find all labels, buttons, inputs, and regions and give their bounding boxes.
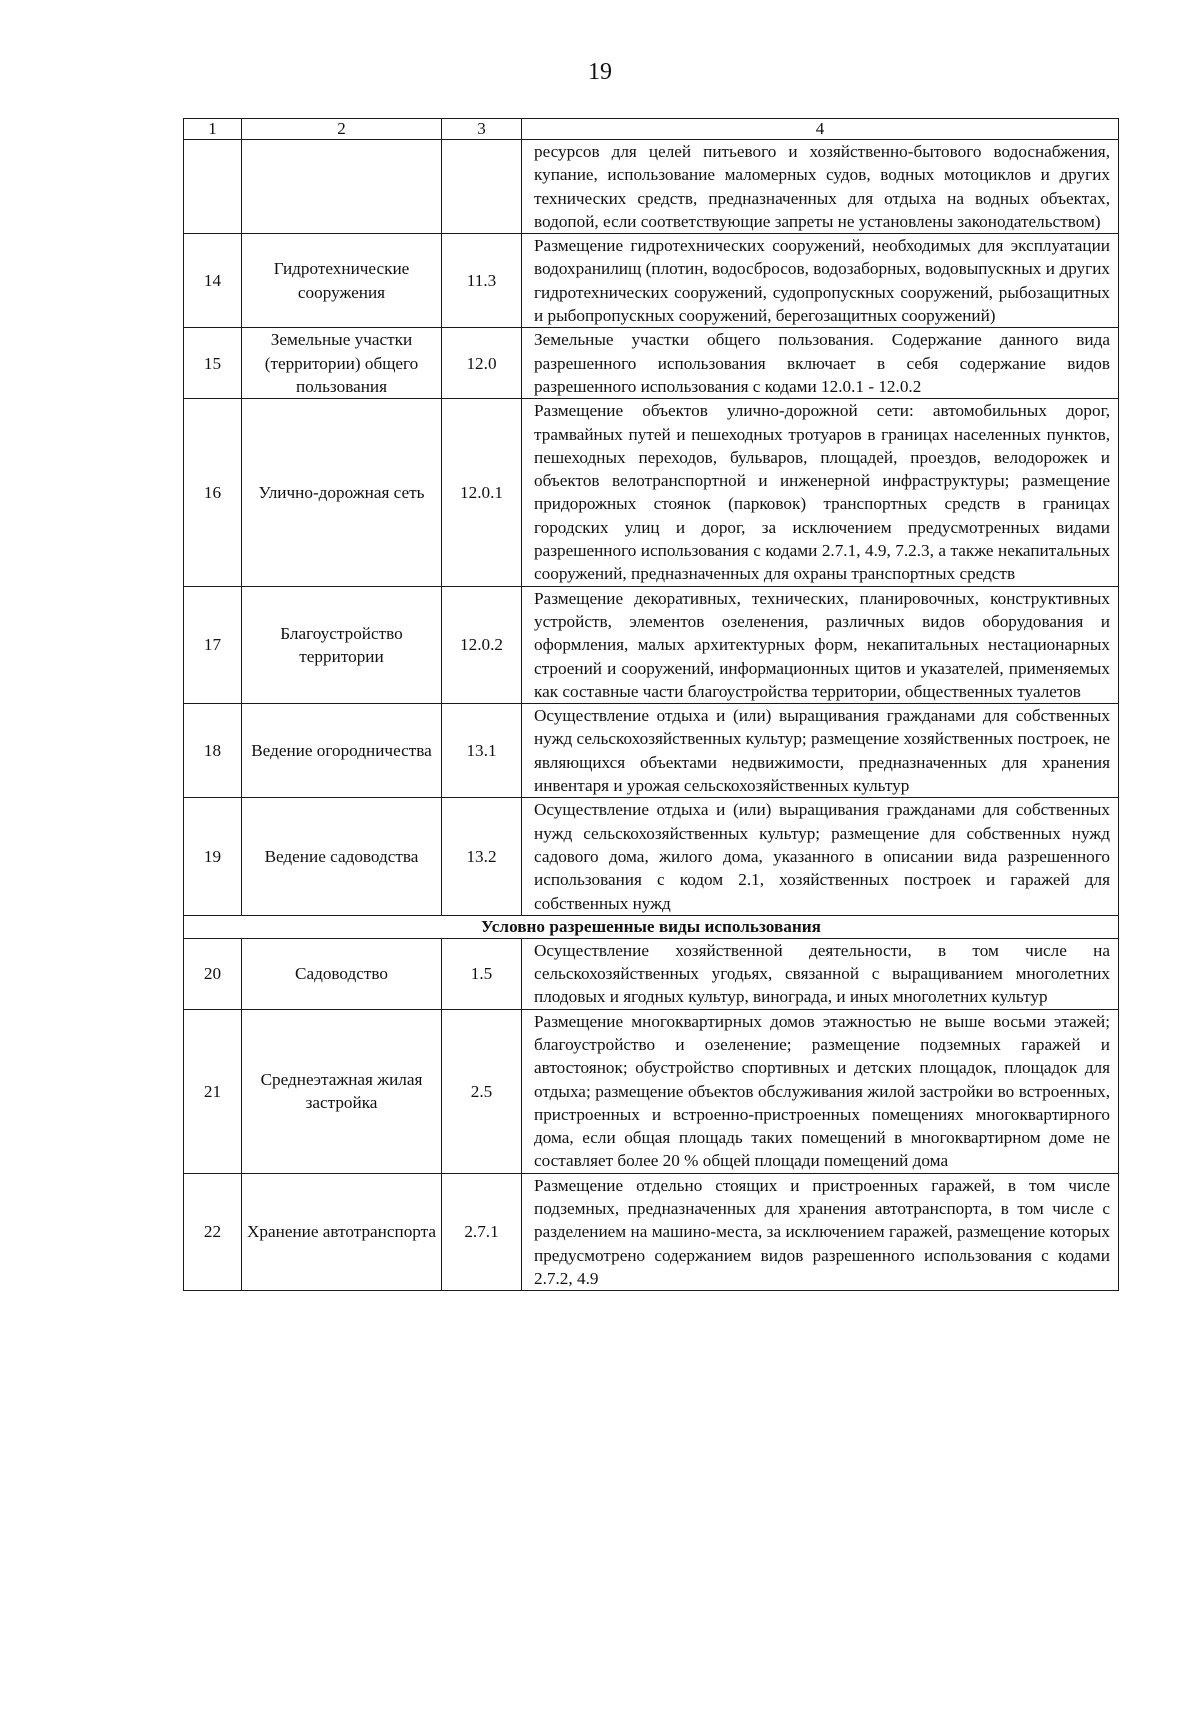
table-row bbox=[184, 938, 1119, 1009]
cell-code: 12.0 bbox=[442, 328, 522, 399]
cell-description: Размещение гидротехнических сооружений, необходимых для эксплуатации водохранилищ (плотин, водосбросов, водозаборных, водовыпускных и других гидротехнических сооружений, судопропускных сооружений, рыбозащитных и рыбопропускных сооружений, берегозащитных сооружений) bbox=[522, 234, 1119, 328]
table-row bbox=[184, 328, 1119, 399]
cell-description: Размещение объектов улично-дорожной сети: автомобильных дорог, трамвайных путей и пешеходных тротуаров в границах населенных пунктов, пешеходных переходов, бульваров, площадей, проездов, велодорожек и объектов велотранспортной и инженерной инфраструктуры; размещение придорожных стоянок (парковок) транспортных средств в границах городских улиц и дорог, за исключением предусмотренных видами разрешенного использования с кодами 2.7.1, 4.9, 7.2.3, а также некапитальных сооружений, предназначенных для охраны транспортных средств bbox=[522, 399, 1119, 586]
column-header: 2 bbox=[242, 119, 442, 140]
cell-name bbox=[242, 140, 442, 234]
cell-code: 13.1 bbox=[442, 704, 522, 798]
continuation-row bbox=[184, 140, 1119, 234]
cell-description: Размещение многоквартирных домов этажностью не выше восьми этажей; благоустройство и озеленение; размещение подземных гаражей и автостоянок; обустройство спортивных и детских площадок, площадок для отдыха; размещение объектов обслуживания жилой застройки во встроенных, пристроенных и встроенно-пристроенных помещениях многоквартирного дома, если общая площадь таких помещений в многоквартирном доме не составляет более 20 % общей площади помещений дома bbox=[522, 1009, 1119, 1173]
cell-number: 22 bbox=[184, 1173, 242, 1290]
section-header-row bbox=[184, 915, 1119, 938]
cell-name: Ведение садоводства bbox=[242, 798, 442, 915]
column-header: 1 bbox=[184, 119, 242, 140]
cell-name: Среднеэтажная жилая застройка bbox=[242, 1009, 442, 1173]
cell-number: 14 bbox=[184, 234, 242, 328]
table-row bbox=[184, 1009, 1119, 1173]
cell-code: 13.2 bbox=[442, 798, 522, 915]
column-header: 3 bbox=[442, 119, 522, 140]
cell-code: 2.7.1 bbox=[442, 1173, 522, 1290]
table-row bbox=[184, 234, 1119, 328]
section-title: Условно разрешенные виды использования bbox=[184, 915, 1119, 938]
cell-name: Благоустройство территории bbox=[242, 586, 442, 703]
header-row bbox=[184, 119, 1119, 140]
land-use-table bbox=[183, 118, 1119, 1291]
table-row bbox=[184, 798, 1119, 915]
cell-name: Хранение автотранспорта bbox=[242, 1173, 442, 1290]
cell-description: Размещение декоративных, технических, планировочных, конструктивных устройств, элементов озеленения, различных видов оборудования и оформления, малых архитектурных форм, некапитальных нестационарных строений и сооружений, информационных щитов и указателей, применяемых как составные части благоустройства территории, общественных туалетов bbox=[522, 586, 1119, 703]
cell-number bbox=[184, 140, 242, 234]
cell-name: Улично-дорожная сеть bbox=[242, 399, 442, 586]
cell-name: Садоводство bbox=[242, 938, 442, 1009]
cell-number: 15 bbox=[184, 328, 242, 399]
cell-number: 21 bbox=[184, 1009, 242, 1173]
cell-description: Земельные участки общего пользования. Содержание данного вида разрешенного использования включает в себя содержание видов разрешенного использования с кодами 12.0.1 - 12.0.2 bbox=[522, 328, 1119, 399]
cell-description: Осуществление хозяйственной деятельности, в том числе на сельскохозяйственных угодьях, связанной с выращиванием многолетних плодовых и ягодных культур, винограда, и иных многолетних культур bbox=[522, 938, 1119, 1009]
cell-code bbox=[442, 140, 522, 234]
cell-number: 19 bbox=[184, 798, 242, 915]
cell-number: 18 bbox=[184, 704, 242, 798]
cell-code: 12.0.1 bbox=[442, 399, 522, 586]
table-row bbox=[184, 399, 1119, 586]
cell-name: Земельные участки (территории) общего пользования bbox=[242, 328, 442, 399]
cell-name: Гидротехнические сооружения bbox=[242, 234, 442, 328]
cell-number: 17 bbox=[184, 586, 242, 703]
cell-description: ресурсов для целей питьевого и хозяйственно-бытового водоснабжения, купание, использование маломерных судов, водных мотоциклов и других технических средств, предназначенных для отдыха на водных объектах, водопой, если соответствующие запреты не установлены законодательством) bbox=[522, 140, 1119, 234]
cell-number: 16 bbox=[184, 399, 242, 586]
table-row bbox=[184, 586, 1119, 703]
cell-code: 12.0.2 bbox=[442, 586, 522, 703]
cell-code: 2.5 bbox=[442, 1009, 522, 1173]
cell-description: Размещение отдельно стоящих и пристроенных гаражей, в том числе подземных, предназначенных для хранения автотранспорта, в том числе с разделением на машино-места, за исключением гаражей, размещение которых предусмотрено содержанием видов разрешенного использования с кодами 2.7.2, 4.9 bbox=[522, 1173, 1119, 1290]
cell-description: Осуществление отдыха и (или) выращивания гражданами для собственных нужд сельскохозяйственных культур; размещение для собственных нужд садового дома, жилого дома, указанного в описании вида разрешенного использования с кодом 2.1, хозяйственных построек и гаражей для собственных нужд bbox=[522, 798, 1119, 915]
page-number: 19 bbox=[588, 59, 612, 85]
cell-code: 1.5 bbox=[442, 938, 522, 1009]
column-header: 4 bbox=[522, 119, 1119, 140]
cell-number: 20 bbox=[184, 938, 242, 1009]
cell-description: Осуществление отдыха и (или) выращивания гражданами для собственных нужд сельскохозяйственных культур; размещение хозяйственных построек, не являющихся объектами недвижимости, предназначенных для хранения инвентаря и урожая сельскохозяйственных культур bbox=[522, 704, 1119, 798]
cell-name: Ведение огородничества bbox=[242, 704, 442, 798]
table-row bbox=[184, 704, 1119, 798]
table-row bbox=[184, 1173, 1119, 1290]
cell-code: 11.3 bbox=[442, 234, 522, 328]
